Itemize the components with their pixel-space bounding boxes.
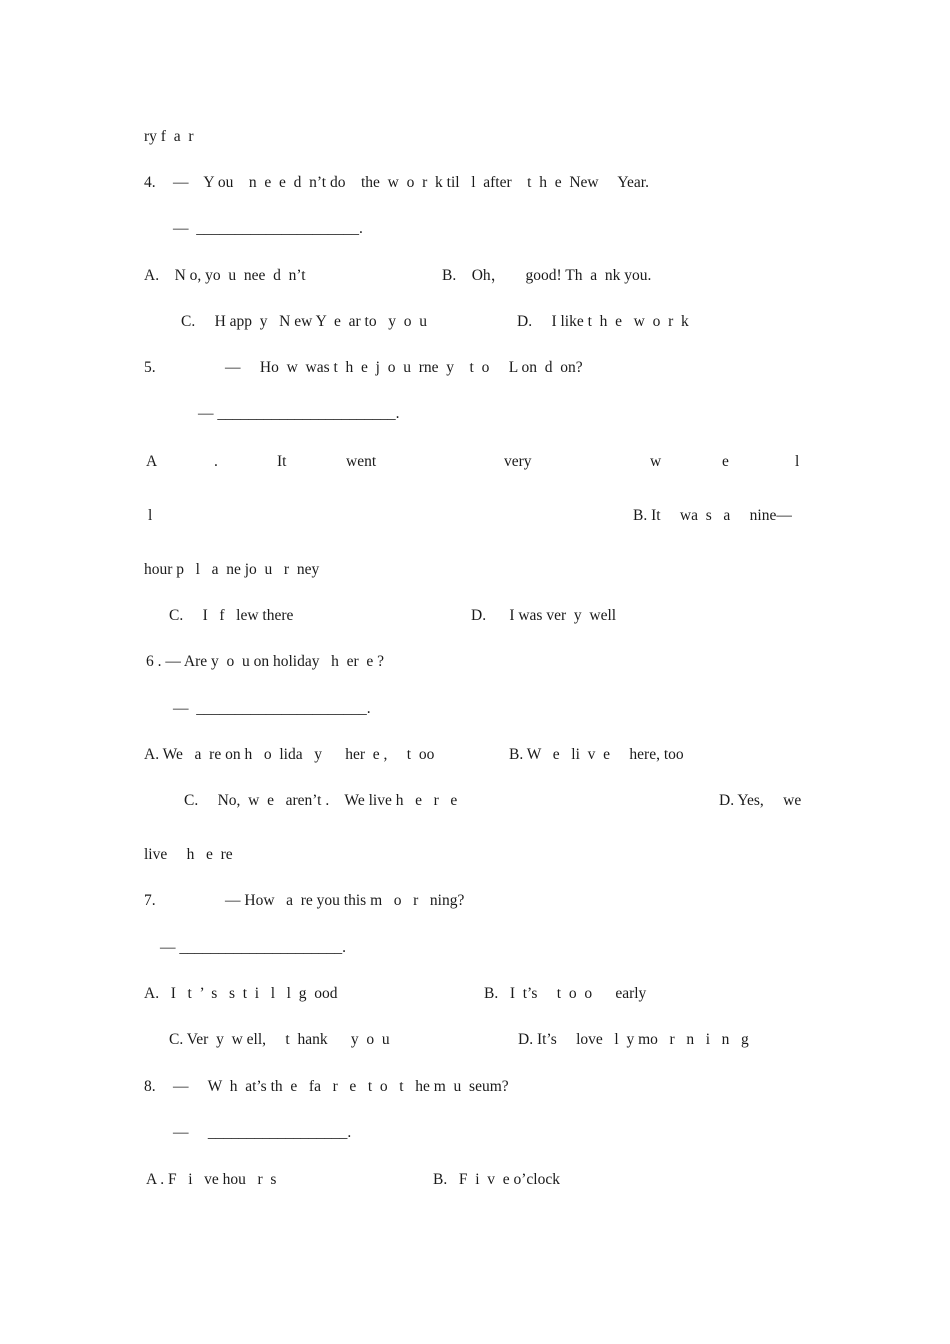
question-number: 5. [144,359,156,376]
option-a: very [504,453,532,470]
option-a: It [277,453,287,470]
option-a: e [722,453,729,470]
option-c: C. Ver y w ell, t hank y o u [169,1031,390,1048]
question-number: 8. [144,1078,156,1095]
option-a: A. We a re on h o lida y her e , t oo [144,746,435,763]
option-d: D. I was ver y well [471,607,617,624]
question-text: — W h at’s th e fa r e t o t he m u seum? [173,1078,509,1095]
option-d: D. I like t h e w o r k [517,313,689,330]
option-c: C. I f lew there [169,607,294,624]
question-text: 6 . — Are y o u on holiday h er e ? [146,653,385,670]
answer-blank: — __________________. [173,1124,352,1141]
option-b: hour p l a ne jo u r ney [144,561,320,578]
answer-blank: — _____________________. [160,939,346,956]
answer-blank: — _______________________. [198,405,400,422]
question-text: — How a re you this m o r ning? [225,892,465,909]
option-b: B. Oh， good! Th a nk you. [442,267,652,284]
option-a: A . F i ve hou r s [146,1171,277,1188]
option-a: A. I t ’ s s t i l l g ood [144,985,338,1002]
answer-blank: — _____________________. [173,220,363,237]
option-c: C. No, w e aren’t . We live h e r e [184,792,458,809]
option-a: A. N o, yo u nee d n’t [144,267,306,284]
option-b: B. W e li v e here, too [509,746,684,763]
option-d: live h e re [144,846,233,863]
question-text: — Ho w was t h e j o u rne y t o L on d on? [225,359,583,376]
option-a: l [148,507,153,524]
answer-blank: — ______________________. [173,700,371,717]
option-b: B. F i v e o’clock [433,1171,560,1188]
option-b: B. I t’s t o o early [484,985,647,1002]
text-line: ry f a r [144,128,194,145]
option-a: . [214,453,218,470]
option-d: D. Yes, we [719,792,802,809]
question-number: 4. [144,174,156,191]
option-a: went [346,453,377,470]
option-b: B. It wa s a nine— [633,507,792,524]
question-text: — Y ou n e e d n’t do the w o r k til l after t h e New Year. [173,174,649,191]
question-number: 7. [144,892,156,909]
option-a: w [650,453,662,470]
option-a: A [146,453,158,470]
option-c: C. H app y N ew Y e ar to y o u [181,313,427,330]
option-a: l [795,453,800,470]
option-d: D. It’s love l y mo r n i n g [518,1031,749,1048]
